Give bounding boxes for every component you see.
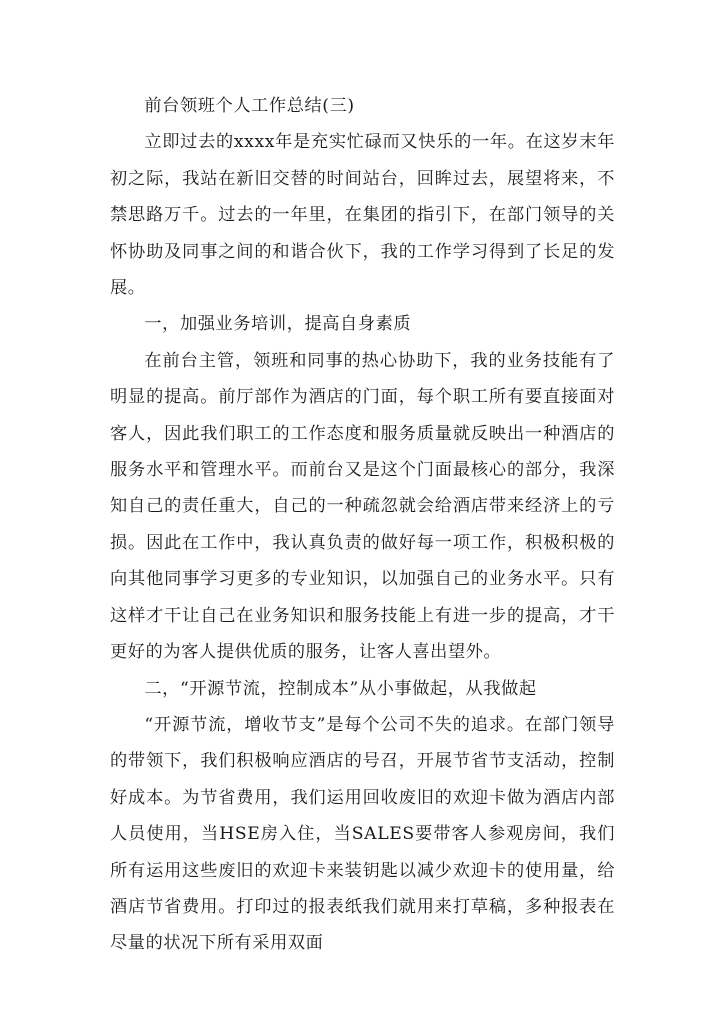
paragraph-section-2: “开源节流，增收节支”是每个公司不失的追求。在部门领导的带领下，我们积极响应酒店的号召，开展节省节支活动，控制好成本。为节省费用，我们运用回收废旧的欢迎卡做为酒店内部人员使用，当HSE房入住，当SALES要带客人参观房间，我们所有运用这些废旧的欢迎卡来装钥匙以减少欢迎卡的使用量，给酒店节省费用。打印过的报表纸我们就用来打草稿，多种报表在尽量的状况下所有采用双面 — [110, 714, 615, 954]
paragraph-intro: 立即过去的xxxx年是充实忙碌而又快乐的一年。在这岁末年初之际，我站在新旧交替的时间站台，回眸过去，展望将来，不禁思路万千。过去的一年里，在集团的指引下，在部门领导的关怀协助及同事之间的和谐合伙下，我的工作学习得到了长足的发展。 — [110, 132, 615, 299]
paragraph-section-1: 在前台主管，领班和同事的热心协助下，我的业务技能有了明显的提高。前厅部作为酒店的门面，每个职工所有要直接面对客人，因此我们职工的工作态度和服务质量就反映出一种酒店的服务水平和管理水平。而前台又是这个门面最核心的部分，我深知自己的责任重大，自己的一种疏忽就会给酒店带来经济上的亏损。因此在工作中，我认真负责的做好每一项工作，积极积极的向其他同事学习更多的专业知识，以加强自己的业务水平。只有这样才干让自己在业务知识和服务技能上有进一步的提高，才干更好的为客人提供优质的服务，让客人喜出望外。 — [110, 350, 615, 663]
document-title: 前台领班个人工作总结(三) — [144, 96, 355, 116]
section-heading-2: 二，“开源节流，控制成本”从小事做起，从我做起 — [144, 678, 537, 699]
document-body — [110, 88, 615, 962]
section-heading-1: 一，加强业务培训，提高自身素质 — [144, 314, 412, 335]
